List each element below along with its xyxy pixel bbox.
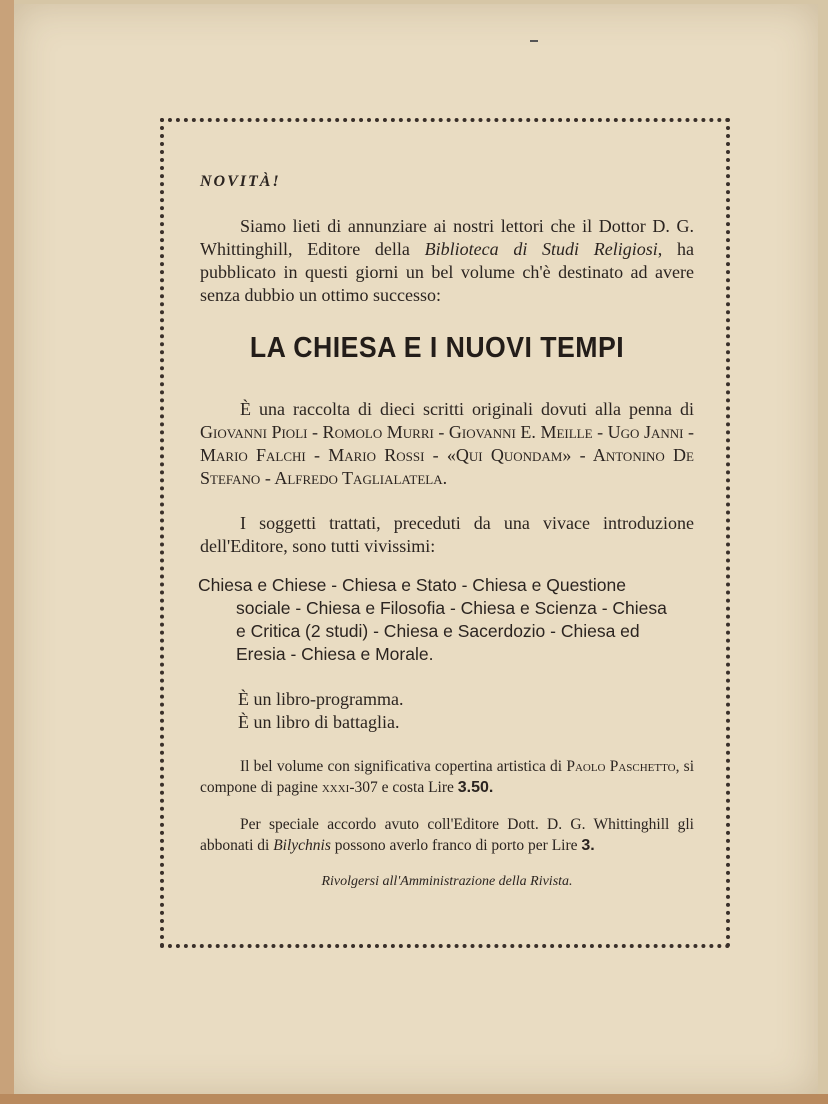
magazine-name: Bilychnis	[273, 837, 331, 854]
book-title: LA CHIESA E I NUOVI TEMPI	[249, 332, 625, 364]
program-line: È un libro di battaglia.	[238, 712, 400, 732]
ink-mark	[530, 40, 538, 42]
volume-paragraph	[200, 756, 694, 798]
subjects-paragraph: I soggetti trattati, preceduti da una vivace introduzione dell'Editore, sono tutti vivissimi:	[200, 513, 694, 556]
topics-line: Chiesa e Chiese - Chiesa e Stato - Chiesa e Questione	[198, 575, 627, 595]
authors-intro: È una raccolta di dieci scritti originali dovuti alla penna di	[240, 399, 694, 419]
offer-price: 3.	[581, 837, 595, 854]
program-line: È un libro-programma.	[238, 689, 404, 709]
page-edge-left	[0, 0, 14, 1104]
authors-paragraph	[200, 398, 694, 490]
intro-text-2: , ha pubblicato in questi giorni un bel volume ch'è destinato ad avere senza dubbio un ottimo successo:	[200, 239, 694, 305]
page-count: xxxi-307	[321, 779, 378, 796]
series-name: Biblioteca di Studi Religiosi	[424, 239, 658, 259]
heading: NOVITÀ!	[200, 173, 281, 190]
volume-text-1: Il bel volume con significativa copertina artistica di	[240, 758, 567, 775]
volume-text-3: e costa Lire	[377, 779, 458, 796]
authors-list: Giovanni Pioli - Romolo Murri - Giovanni E. Meille - Ugo Janni - Mario Falchi - Mario Rossi - «Qui Quondam» - Antonino De Stefano - Alfredo Taglialatela.	[200, 422, 694, 488]
artist-name: Paolo Paschetto	[566, 758, 676, 775]
announcement	[200, 170, 694, 893]
offer-paragraph	[200, 814, 694, 856]
footer-note: Rivolgersi all'Amministrazione della Rivista.	[321, 874, 573, 889]
topics-list	[198, 574, 694, 666]
topics-line: e Critica (2 studi) - Chiesa e Sacerdozio - Chiesa ed	[236, 621, 640, 641]
offer-text-1: Per speciale accordo avuto coll'Editore Dott. D. G. Whittinghill gli abbonati di	[200, 816, 694, 854]
topics-line: sociale - Chiesa e Filosofia - Chiesa e Scienza - Chiesa	[236, 598, 667, 618]
intro-paragraph	[200, 215, 694, 307]
page-edge-bottom	[0, 1094, 828, 1104]
offer-text-2: possono averlo franco di porto per Lire	[330, 837, 582, 854]
intro-text-1: Siamo lieti di annunziare ai nostri lettori che il Dottor D. G. Whittinghill, Editore della	[200, 216, 694, 259]
price: 3.50.	[457, 779, 494, 796]
topics-line: Eresia - Chiesa e Morale.	[236, 644, 434, 664]
volume-text-2: , si compone di pagine	[200, 758, 694, 796]
